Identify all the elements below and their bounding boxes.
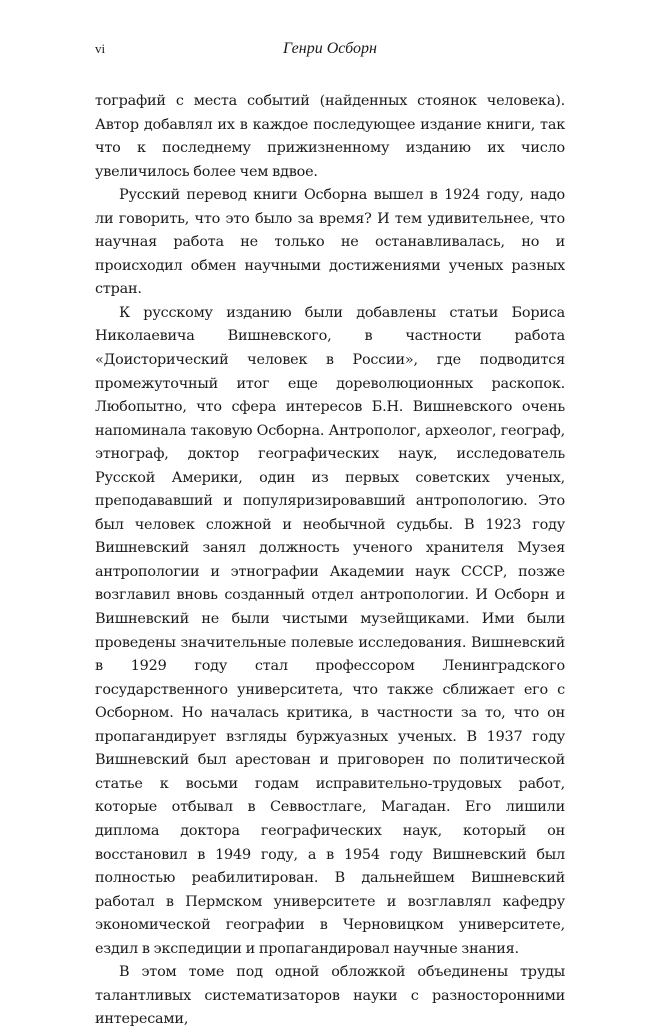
paragraph: В этом томе под одной обложкой объединены труды талантливых систематизаторов науки с разносторонними интересами, xyxy=(95,964,565,1028)
body-text xyxy=(95,90,565,1032)
paragraph-continued: тографий с места событий (найденных стоянок человека). Автор добавлял их в каждое последующее издание книги, так что к последнему прижизненному изданию их число увеличилось более чем вдвое. xyxy=(95,93,565,180)
paragraph: Русский перевод книги Осборна вышел в 1924 году, надо ли говорить, что это было за время? И тем удивительнее, что научная работа не только не останавливалась, но и происходил обмен научными достижениями ученых разных стран. xyxy=(95,187,565,298)
paragraph: К русскому изданию были добавлены статьи Бориса Николаевича Вишневского, в частности работа «Доисторический человек в России», где подводится промежуточный итог еще дореволюционных раскопок. Любопытно, что сфера интересов Б.Н. Вишневского очень напоминала таковую Осборна. Антрополог, археолог, географ, этнограф, доктор географических наук, исследователь Русской Америки, один из первых советских ученых, преподававший и популяризировавший антропологию. Это был человек сложной и необычной судьбы. В 1923 году Вишневский занял должность ученого хранителя Музея антропологии и этнографии Академии наук СССР, позже возглавил вновь созданный отдел антропологии. И Осборн и Вишневский не были чистыми музейщиками. Ими были проведены значительные полевые исследования. Вишневский в 1929 году стал профессором Ленинградского государственного университета, что также сближает его с Осборном. Но началась критика, в частности за то, что он пропагандирует взгляды буржуазных ученых. В 1937 году Вишневский был арестован и приговорен по политической статье к восьми годам исправительно-трудовых работ, которые отбывал в Севвостлаге, Магадан. Его лишили диплома доктора географических наук, который он восстановил в 1949 году, а в 1954 году Вишневский был полностью реабилитирован. В дальнейшем Вишневский работал в Пермском университете и возглавлял кафедру экономической географии в Черновицком университете, ездил в экспедиции и пропагандировал научные знания. xyxy=(95,304,565,957)
page-number: vi xyxy=(95,41,106,56)
running-title: Генри Осборн xyxy=(283,40,377,57)
running-header xyxy=(95,40,565,60)
